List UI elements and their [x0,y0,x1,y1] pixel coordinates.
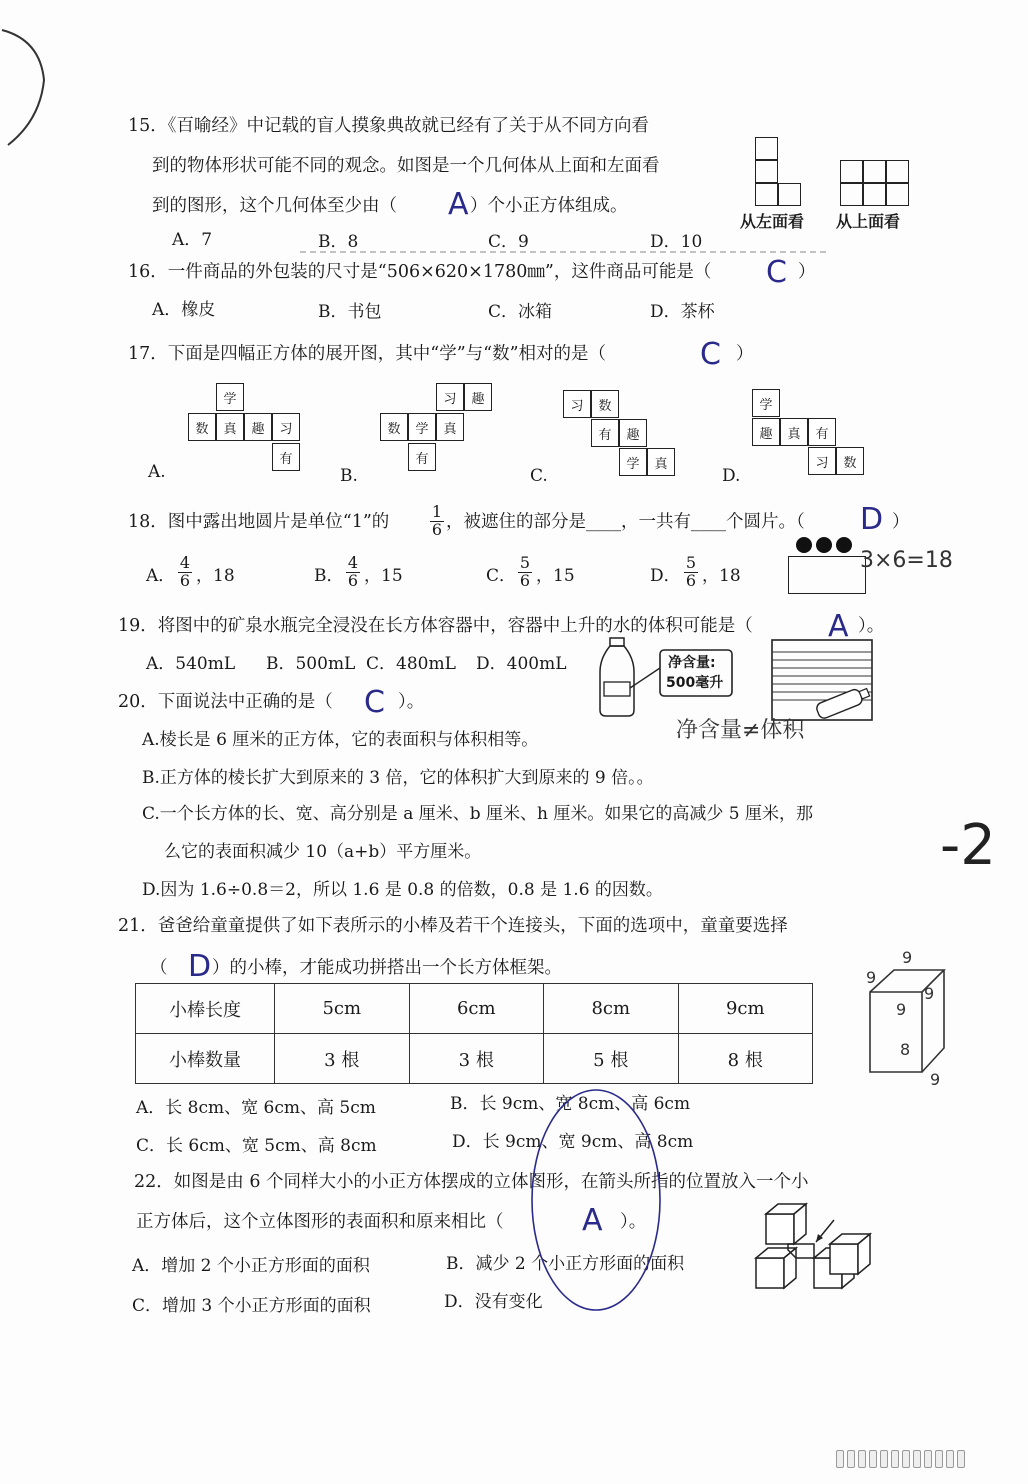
q20-option-c-line2: 么它的表面积减少 10（a+b）平方厘米。 [164,842,482,862]
table-cell: 5 根 [544,1034,679,1084]
q15-option-c: C．9 [488,232,529,252]
q19-option-a: A．540mL [146,654,236,674]
q18-opt-b-frac: 4 6 [347,553,359,590]
q15-line3b: ）个小正方体组成。 [470,196,628,216]
q17-label-c: C. [530,466,548,486]
q18-text-b: ，被遮住的部分是____，一共有____个圆片。（ [446,512,805,532]
q21-option-a: A．长 8cm、宽 6cm、高 5cm [136,1098,376,1118]
q20-option-d: D.因为 1.6÷0.8＝2，所以 1.6 是 0.8 的倍数，0.8 是 1.6 的因数。 [142,880,663,900]
q18-close: ） [892,512,910,532]
q18-opt-c-label: C． [486,566,517,586]
q15-option-b: B．8 [318,232,359,252]
q15-option-a: A．7 [172,230,213,250]
q18-opt-c-frac: 5 6 [519,553,531,590]
table-cell: 3 根 [409,1034,544,1084]
q19-option-d: D．400mL [476,654,567,674]
q19-note: 净含量≠体积 [676,718,805,743]
q21-line2a: （ [150,958,168,978]
q21-option-d: D．长 9cm、宽 9cm、高 8cm [452,1132,694,1152]
table-cell: 6cm [409,984,544,1034]
q18-opt-b-label: B． [314,566,344,586]
q18-opt-b-tail: ，15 [364,566,403,586]
q16-option-c: C．冰箱 [488,302,553,322]
q20-close: ）。 [398,692,425,712]
q21-option-b: B．长 9cm、宽 8cm、高 6cm [450,1094,691,1114]
q22-option-d: D．没有变化 [444,1292,543,1312]
q18-opt-c-tail: ，15 [536,566,575,586]
q21-sketch-label: 9 [930,1070,941,1089]
q17-text: 17．下面是四幅正方体的展开图，其中“学”与“数”相对的是（ [128,344,607,364]
q20-text: 20．下面说法中正确的是（ [118,692,333,712]
q20-answer: C [364,685,385,720]
q21-sketch-label: 8 [900,1040,911,1059]
q17-label-b: B. [340,466,358,486]
table-cell: 3 根 [275,1034,410,1084]
table-row [136,1034,813,1084]
q17-label-d: D. [722,466,741,486]
q21-cuboid-sketch [848,960,958,1090]
q19-option-c: C．480mL [366,654,456,674]
q22-line1: 22．如图是由 6 个同样大小的小正方体摆成的立体图形，在箭头所指的位置放入一个小 [134,1172,809,1192]
q15-option-d: D．10 [650,232,703,252]
q19-text: 19．将图中的矿泉水瓶完全浸没在长方体容器中，容器中上升的水的体积可能是（ [118,616,753,636]
image-viewer-indicator [836,1450,976,1468]
q22-option-a: A．增加 2 个小正方形面的面积 [132,1256,370,1276]
q18-opt-a-label: A． [146,566,176,586]
q21-line2b: ）的小棒，才能成功拼搭出一个长方体框架。 [212,958,562,978]
q21-answer: D [188,949,212,984]
q18-opt-a-frac: 4 6 [179,553,191,590]
q21-stick-table [135,983,813,1084]
q22-answer: A [582,1203,603,1238]
q19-option-b: B．500mL [266,654,356,674]
q22-cubes-figure [748,1198,888,1298]
q18-opt-a-tail: ，18 [196,566,235,586]
table-cell: 8 根 [678,1034,813,1084]
q20-option-b: B.正方体的棱长扩大到原来的 3 倍，它的体积扩大到原来的 9 倍。。 [142,768,654,788]
q18-fraction: 1 6 [431,502,443,539]
q21-sketch-label: 9 [896,1000,907,1019]
q16-option-d: D．茶杯 [650,302,715,322]
q16-text: 16．一件商品的外包装的尺寸是“506×620×1780㎜”，这件商品可能是（ [128,262,712,282]
q21-sketch-label: 9 [866,968,877,987]
q17-answer: C [700,337,721,372]
margin-stroke [0,20,60,150]
q15-answer: A [448,187,469,222]
q22-line2a: 正方体后，这个立体图形的表面积和原来相比（ [136,1212,504,1232]
ink-circle [516,1080,676,1320]
q19-label-line2: 500毫升 [666,675,724,691]
table-cell: 小棒数量 [136,1034,275,1084]
q17-label-a: A. [148,462,166,482]
q22-option-c: C．增加 3 个小正方形面的面积 [132,1296,371,1316]
table-cell: 5cm [275,984,410,1034]
q18-text-a: 18．图中露出地圆片是单位“1”的 [128,512,390,532]
q17-close: ） [736,344,754,364]
q19-label-line1: 净含量: [668,655,716,671]
q19-close: ）。 [858,616,885,636]
table-cell: 8cm [544,984,679,1034]
q21-line1: 21．爸爸给童童提供了如下表所示的小棒及若干个连接头，下面的选项中，童童要选择 [118,916,788,936]
q18-opt-d-tail: ，18 [702,566,741,586]
q18-opt-d-label: D． [650,566,681,586]
q15-label-left: 从左面看 [740,212,805,231]
q21-option-c: C．长 6cm、宽 5cm、高 8cm [136,1136,377,1156]
q18-note: 3×6=18 [860,548,953,573]
q15-separator [300,248,830,256]
q19-answer: A [828,609,849,644]
table-cell: 小棒长度 [136,984,275,1034]
table-cell: 9cm [678,984,813,1034]
exam-sheet: 15．《百喻经》中记载的盲人摸象典故就已经有了关于从不同方向看 到的物体形状可能不同的观念。如图是一个几何体从上面和左面看 到的图形，这个几何体至少由（ A ）个小正方体组成。 A．7 B．8 C．9 D．10 从左面看 从上面看 16．一件商品的外包装的尺寸是“506×620×1780㎜”，这件商品可能是（ C ） A．橡皮 B．书包 C．冰箱 D．茶杯 17．下面是四幅正方体的展开图，其中“学”与“数”相对的是（ C ） 学 数 真 趣 习 有 A. 习 趣 数 学 真 有 B. 习 数 有 趣 学 真 C. 学 趣 真 有 习 数 D. 18．图中露出地圆片是单位“1”的 1 6 ，被遮住的部分是____，一共有____个圆片。（ D ） A． 4 6 ，18 B． 4 6 ，15 C． 5 6 ，15 D． 5 6 ，18 3×6=18 19．将图中的矿泉水瓶完全浸没在长方体容器中，容器中上升的水的体积可能是（ A ）。 A．540mL B．500mL C．480mL D．400mL 净含量: 500毫升 净含量≠体积 20．下面说法中正确的是（ C ）。 A.棱长是 6 厘米的正方体，它的表面积与体积相等。 B.正方体的棱长扩大到原来的 3 倍，它的体积扩大到原来的 9 倍。。 C.一个长方体的长、宽、高分别是 a 厘米、b 厘米、h 厘米。如果它的高减少 5 厘米，那 么它的表面积减少 10（a+b）平方厘米。 D.因为 1.6÷0.8＝2，所以 1.6 是 0.8 的倍数，0.8 是 1.6 的因数。 -2 21．爸爸给童童提供了如下表所示的小棒及若干个连接头，下面的选项中，童童要选择 （ D ）的小棒，才能成功拼搭出一个长方体框架。 小棒长度 5cm 6cm 8cm 9cm 小棒数量 3 根 3 根 5 根 8 根 A．长 8cm、宽 6cm、高 5cm B．长 9cm、宽 8cm、高 6cm C．长 6cm、宽 5cm、高 8cm D．长 9cm、宽 9cm、高 8cm 9 9 9 9 8 9 22．如图是由 6 个同样大小的小正方体摆成的立体图形，在箭头所指的位置放入一个小 正方体后，这个立体图形的表面积和原来相比（ A ）。 A．增加 2 个小正方形面的面积 B．减少 2 个小正方形面的面积 C．增加 3 个小正方形面的面积 D．没有变化 [0,0,1028,1484]
q22-line2b: ）。 [620,1212,647,1232]
q21-sketch-label: 9 [924,984,935,1003]
q16-option-b: B．书包 [318,302,382,322]
table-row [136,984,813,1034]
q18-answer: D [860,502,884,537]
q21-sketch-label: 9 [902,948,913,967]
q20-option-c-line1: C.一个长方体的长、宽、高分别是 a 厘米、b 厘米、h 厘米。如果它的高减少 5 厘米，那 [142,804,814,824]
q16-close: ） [798,262,816,282]
q18-opt-d-frac: 5 6 [685,553,697,590]
q16-option-a: A．橡皮 [152,300,216,320]
q20-option-a: A.棱长是 6 厘米的正方体，它的表面积与体积相等。 [142,730,539,750]
q15-line1: 15．《百喻经》中记载的盲人摸象典故就已经有了关于从不同方向看 [128,116,650,136]
q16-answer: C [766,255,787,290]
q20-margin-mark: -2 [940,813,996,878]
q15-line3a: 到的图形，这个几何体至少由（ [152,196,397,216]
q15-label-top: 从上面看 [836,212,901,231]
q15-line2: 到的物体形状可能不同的观念。如图是一个几何体从上面和左面看 [152,156,660,176]
q22-option-b: B．减少 2 个小正方形面的面积 [446,1254,685,1274]
